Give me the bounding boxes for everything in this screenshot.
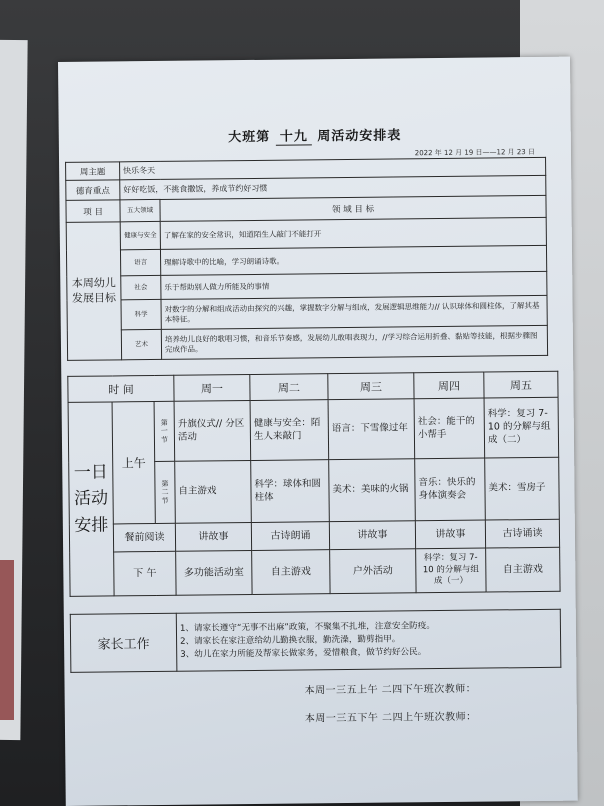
red-object [0, 560, 14, 720]
mon-reading: 讲故事 [175, 523, 251, 552]
wed-section-2: 美术：美味的火锅 [329, 459, 416, 522]
domain-header: 五大领域 [120, 199, 160, 221]
goal-art: 培养幼儿良好的歌唱习惯，和音乐节奏感，发展幼儿敢唱表现力，//学习综合运用折叠、黏贴等技能，根据步骤图完成作品。 [161, 325, 547, 359]
parent-item-3: 3、幼儿在家力所能及帮家长做家务，爱惜粮食，做节约好公民。 [180, 647, 427, 660]
domain-language: 语言 [120, 249, 160, 275]
reading-label: 餐前阅读 [113, 523, 175, 552]
time-label: 时 间 [68, 375, 174, 402]
development-goals-label: 本周幼儿发展目标 [66, 222, 121, 361]
tue-section-1: 健康与安全：陌生人来敲门 [250, 400, 329, 461]
tue-afternoon: 自主游戏 [252, 550, 330, 595]
fri-afternoon: 自主游戏 [486, 547, 560, 592]
title-prefix: 大班第 [228, 129, 271, 146]
domain-art: 艺术 [121, 329, 161, 359]
thu-reading: 讲故事 [415, 520, 485, 549]
parent-work-items [176, 609, 561, 671]
wed-section-1: 语言：下雪像过年 [328, 399, 415, 460]
moral-value: 好好吃饭，不挑食撒饭，养成节约好习惯 [120, 175, 546, 199]
footer-teacher-line-1: 本周一三五上午 二四下午班次教师： [304, 683, 477, 697]
section-1-label: 第一节 [154, 401, 175, 461]
schedule-table [67, 371, 560, 597]
document-page [58, 57, 578, 806]
footer-teacher-line-2: 本周一三五下午 二四上午班次教师： [304, 711, 477, 725]
thu-afternoon: 科学：复习 7-10 的分解与组成（一） [416, 548, 486, 593]
project-label: 项 目 [66, 200, 120, 223]
parent-item-2: 2、请家长在家注意给幼儿勤换衣服，勤洗澡，勤剪指甲。 [180, 634, 401, 647]
tue-section-2: 科学：球体和圆柱体 [251, 460, 330, 523]
parent-work-table [70, 609, 562, 673]
title-suffix: 周活动安排表 [317, 128, 402, 145]
thu-section-1: 社会：能干的小帮手 [414, 398, 485, 459]
wed-afternoon: 户外活动 [330, 549, 416, 594]
date-range: 2022 年 12 月 19 日——12 月 23 日 [414, 148, 536, 158]
mon-afternoon: 多功能活动室 [176, 550, 252, 595]
moral-label: 德育重点 [66, 180, 120, 201]
afternoon-label: 下 午 [114, 551, 176, 596]
title-week-number: 十九 [276, 125, 312, 145]
tue-reading: 古诗朗诵 [251, 522, 329, 551]
day-friday: 周五 [484, 371, 558, 398]
fri-section-2: 美术：雪房子 [485, 457, 560, 520]
daily-schedule-label: 一日活动安排 [68, 402, 114, 596]
goals-table [65, 157, 548, 361]
day-monday: 周一 [174, 375, 250, 402]
goal-health: 了解在家的安全常识，知道陌生人敲门不能打开 [160, 217, 546, 249]
parent-work-label: 家长工作 [70, 613, 177, 672]
goal-science: 对数字的分解和组成活动由探究的兴趣，掌握数字分解与组成，发展逻辑思维能力// 认识球体和圆柱体，了解其基本特征。 [161, 295, 547, 329]
goal-language: 理解诗歌中的比喻，学习朗诵诗歌。 [160, 245, 546, 275]
theme-label: 周主题 [66, 162, 120, 181]
wed-reading: 讲故事 [329, 521, 415, 550]
day-wednesday: 周三 [328, 373, 414, 400]
domain-society: 社会 [121, 275, 161, 299]
mon-section-2: 自主游戏 [175, 461, 252, 524]
parent-item-1: 1、请家长遵守“无事不出麻”政策，不聚集不扎堆，注意安全防疫。 [179, 620, 435, 634]
domain-health: 健康与安全 [120, 221, 160, 249]
goal-header: 领 域 目 标 [160, 195, 546, 221]
fri-reading: 古诗诵读 [485, 519, 559, 548]
goal-society: 乐于帮助别人做力所能及的事情 [161, 271, 547, 299]
mon-section-1: 升旗仪式// 分区活动 [174, 401, 251, 462]
section-2-label: 第二节 [155, 461, 176, 523]
morning-label: 上午 [112, 402, 155, 524]
thu-section-2: 音乐：快乐的身体演奏会 [415, 458, 486, 521]
day-thursday: 周四 [414, 372, 484, 399]
fri-section-1: 科学：复习 7-10 的分解与组成（二） [484, 397, 559, 458]
day-tuesday: 周二 [250, 374, 328, 401]
theme-value: 快乐冬天 [120, 157, 546, 179]
domain-science: 科学 [121, 299, 161, 329]
page-title [59, 123, 571, 148]
